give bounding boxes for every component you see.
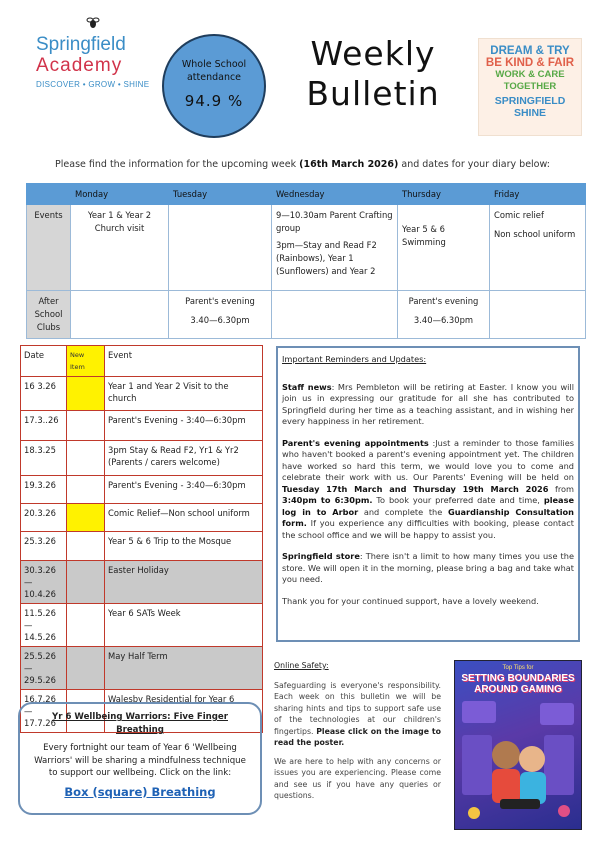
gaming-boundaries-poster[interactable]	[454, 660, 582, 830]
diary-header-row	[21, 346, 263, 377]
intro-text: Please find the information for the upcoming week (16th March 2026) and dates for your diary below:	[55, 159, 550, 170]
intro-week: (16th March 2026)	[299, 159, 399, 170]
diary-dates-table	[20, 345, 263, 733]
after-school-clubs-row	[27, 291, 586, 339]
box-breathing-link[interactable]: Box (square) Breathing	[64, 784, 216, 799]
friday-events: Comic relief Non school uniform	[490, 205, 586, 291]
online-safety-text2: We are here to help with any concerns or issues you are experiencing. Please come and see us if you have any queries or questions.	[274, 756, 441, 800]
wellbeing-box	[18, 702, 262, 815]
thanks-note: Thank you for your continued support, have a lovely weekend.	[282, 595, 539, 606]
day-thursday: Thursday	[398, 184, 490, 205]
school-name-line2: Academy	[36, 55, 123, 76]
bee-icon	[86, 16, 100, 30]
school-name-line1: Springfield	[36, 34, 126, 55]
monday-events: Year 1 & Year 2 Church visit	[71, 205, 169, 291]
table-row: 19.3.26 Parent's Evening - 3:40—6:30pm	[21, 476, 263, 504]
diary-header-event: Event	[105, 346, 263, 377]
parents-evening-note: Parent's evening appointments :Just a reminder to those families who haven't booked a parent's evening appointment yet. The children have worked so hard this term, we would love you to come and celebrate their work with us. Our Parents' Evening will be held on Tuesday 17th March and Thursday 19th March 2026 from 3:40pm to 6:30pm. To book your preferred date and time, please log in to Arbor and complete the Guardianship Consultation form. If you experience any difficulties with booking, please contact the school office and we will be happy to assist you.	[282, 437, 575, 540]
weekday-header-row	[27, 184, 586, 205]
table-row: 30.3.26— 10.4.26 Easter Holiday	[21, 561, 263, 604]
values-kind: BE KIND & FAIR	[485, 57, 575, 69]
diary-header-date: Date	[21, 346, 67, 377]
table-row: 16 3.26 Year 1 and Year 2 Visit to the church	[21, 377, 263, 411]
poster-subtitle: Top Tips for	[502, 665, 534, 671]
thursday-events: Year 5 & 6 Swimming	[398, 205, 490, 291]
table-row: 20.3.26 Comic Relief—Non school uniform	[21, 504, 263, 532]
online-safety-text1: Safeguarding is everyone's responsibility. Each week on this bulletin we will be sharing hints and tips to support safe use of the technologies at our children's fingertips. Please click on the image to read the poster.	[274, 680, 441, 747]
day-wednesday: Wednesday	[272, 184, 398, 205]
table-row: 25.5.26— 29.5.26 May Half Term	[21, 647, 263, 690]
tuesday-events	[169, 205, 272, 291]
values-work: WORK & CARE TOGETHER	[495, 69, 565, 92]
events-label: Events	[27, 205, 71, 291]
title-line2: Bulletin	[306, 74, 440, 113]
table-row: 16.7.26— 17.7.26 Walesby Residential for Year 6	[21, 690, 263, 733]
school-tagline: DISCOVER • GROW • SHINE	[36, 80, 150, 89]
wellbeing-text: Every fortnight our team of Year 6 'Wellbeing Warriors' will be sharing a mindfulness technique to support our wellbeing. Click on the link:	[34, 743, 246, 778]
online-safety-section	[274, 660, 441, 809]
table-row: 11.5.26— 14.5.26 Year 6 SATs Week	[21, 604, 263, 647]
staff-news: Staff news: Mrs Pembleton will be retiring at Easter. I know you will join us in expressing our gratitude for all she has contributed to Springfield during her time as a teaching assistant, and in wishing her every happiness in her retirement.	[282, 381, 574, 426]
tuesday-clubs: Parent's evening 3.40—6.30pm	[169, 291, 272, 339]
title-line1: Weekly	[310, 34, 436, 73]
poster-illustration	[456, 695, 580, 825]
table-row: 18.3.25 3pm Stay & Read F2, Yr1 & Yr2 (Parents / carers welcome)	[21, 441, 263, 476]
diary-header-new: New Item	[67, 346, 105, 377]
day-monday: Monday	[71, 184, 169, 205]
table-row: 17.3..26 Parent's Evening - 3:40—6:30pm	[21, 411, 263, 441]
weekly-schedule-table	[26, 183, 586, 339]
events-row	[27, 205, 586, 291]
table-row: 25.3.26 Year 5 & 6 Trip to the Mosque	[21, 532, 263, 561]
online-safety-heading: Online Safety:	[274, 661, 329, 670]
thursday-clubs: Parent's evening 3.40—6.30pm	[398, 291, 490, 339]
store-note: Springfield store: There isn't a limit to how many times you use the store. We will open it in the morning, please bring a bag and take what you need.	[282, 551, 574, 584]
wednesday-events: 9—10.30am Parent Crafting group 3pm—Stay and Read F2 (Rainbows), Year 1 (Sunflowers) and Year 2	[272, 205, 398, 291]
values-dream: DREAM & TRY	[490, 45, 570, 57]
values-shine: SPRINGFIELD SHINE	[494, 95, 566, 119]
school-values-logo	[478, 38, 582, 136]
page-title	[288, 34, 458, 114]
attendance-circle	[162, 34, 266, 138]
reminders-box	[276, 346, 580, 642]
day-friday: Friday	[490, 184, 586, 205]
attendance-label: Whole School attendance	[181, 59, 247, 83]
poster-title: SETTING BOUNDARIES AROUND GAMING	[461, 673, 575, 695]
day-tuesday: Tuesday	[169, 184, 272, 205]
reminders-heading: Important Reminders and Updates:	[282, 354, 427, 364]
clubs-label: After School Clubs	[27, 291, 71, 339]
school-logo	[36, 34, 146, 76]
attendance-value: 94.9 %	[184, 92, 244, 110]
wellbeing-title: Yr 6 Wellbeing Warriors: Five Finger Breathing	[52, 712, 228, 735]
